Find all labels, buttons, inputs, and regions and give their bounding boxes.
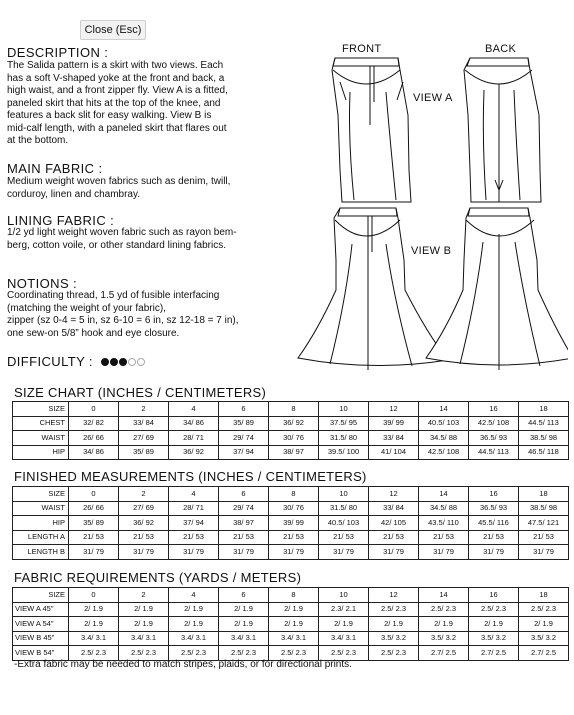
- table-row: [13, 445, 569, 460]
- text-line: high waist, and a front zipper fly. View A is a fitted,: [7, 85, 228, 96]
- table-cell: 31/ 79: [219, 545, 269, 560]
- table-cell: 18: [519, 588, 569, 603]
- table-cell: 2: [119, 487, 169, 502]
- table-cell: 8: [269, 588, 319, 603]
- notions-title: NOTIONS :: [7, 276, 78, 291]
- table-cell: 21/ 53: [119, 530, 169, 545]
- text-line: 1/2 yd light weight woven fabric such as rayon bem-: [7, 227, 237, 238]
- table-cell: 4: [169, 588, 219, 603]
- table-cell: 35/ 89: [69, 516, 119, 531]
- row-label: SIZE: [13, 588, 69, 603]
- table-cell: 4: [169, 402, 219, 417]
- table-cell: 3.5/ 3.2: [419, 631, 469, 646]
- table-cell: 42.5/ 108: [419, 445, 469, 460]
- filled-dot-icon: [119, 358, 127, 366]
- table-cell: 3.4/ 3.1: [219, 631, 269, 646]
- table-cell: 16: [469, 487, 519, 502]
- text-line: Medium weight woven fabrics such as denim, twill,: [7, 176, 231, 187]
- table-row: [13, 431, 569, 446]
- table-cell: 37.5/ 95: [319, 416, 369, 431]
- table-cell: 2.5/ 2.3: [69, 646, 119, 661]
- table-cell: 21/ 53: [419, 530, 469, 545]
- fabric-requirements-title: FABRIC REQUIREMENTS (YARDS / METERS): [14, 570, 302, 585]
- table-cell: 42.5/ 108: [469, 416, 519, 431]
- table-cell: 2/ 1.9: [519, 617, 569, 632]
- table-row: [13, 545, 569, 560]
- view-a-front-illustration: [332, 58, 411, 202]
- table-cell: 2/ 1.9: [119, 602, 169, 617]
- table-cell: 38.5/ 98: [519, 501, 569, 516]
- table-row: [13, 501, 569, 516]
- table-cell: 46.5/ 118: [519, 445, 569, 460]
- table-cell: 21/ 53: [69, 530, 119, 545]
- table-cell: 2.5/ 2.3: [519, 602, 569, 617]
- front-label: FRONT: [342, 43, 382, 55]
- table-cell: 2.5/ 2.3: [369, 646, 419, 661]
- finished-measurements-table: [12, 486, 569, 560]
- table-cell: 21/ 53: [219, 530, 269, 545]
- table-cell: 14: [419, 487, 469, 502]
- row-label: VIEW B 54": [13, 646, 69, 661]
- fabric-requirements-table: [12, 587, 569, 661]
- table-cell: 16: [469, 402, 519, 417]
- description-title: DESCRIPTION :: [7, 45, 109, 60]
- text-line: paneled skirt that hits at the top of the knee, and: [7, 97, 221, 109]
- table-cell: 31/ 79: [269, 545, 319, 560]
- table-cell: 2: [119, 588, 169, 603]
- table-cell: 29/ 74: [219, 501, 269, 516]
- text-line: has a soft V-shaped yoke at the front and back, a: [7, 72, 225, 84]
- table-cell: 36.5/ 93: [469, 501, 519, 516]
- text-line: one sew-on 5/8” hook and eye closure.: [7, 327, 180, 339]
- table-cell: 2.5/ 2.3: [119, 646, 169, 661]
- table-cell: 44.5/ 113: [519, 416, 569, 431]
- view-b-label: VIEW B: [411, 245, 452, 257]
- table-header-row: [13, 402, 569, 417]
- table-cell: 2/ 1.9: [269, 617, 319, 632]
- lining-fabric-text: [7, 227, 237, 252]
- table-row: [13, 631, 569, 646]
- table-cell: 35/ 89: [219, 416, 269, 431]
- table-cell: 2.5/ 2.3: [219, 646, 269, 661]
- table-cell: 3.5/ 3.2: [369, 631, 419, 646]
- table-cell: 31.5/ 80: [319, 501, 369, 516]
- table-cell: 39.5/ 100: [319, 445, 369, 460]
- table-cell: 30/ 76: [269, 501, 319, 516]
- table-cell: 31/ 79: [69, 545, 119, 560]
- table-cell: 36/ 92: [269, 416, 319, 431]
- table-cell: 10: [319, 588, 369, 603]
- table-cell: 45.5/ 116: [469, 516, 519, 531]
- table-cell: 39/ 99: [269, 516, 319, 531]
- table-cell: 21/ 53: [319, 530, 369, 545]
- table-cell: 3.4/ 3.1: [169, 631, 219, 646]
- extra-fabric-note: -Extra fabric may be needed to match stripes, plaids, or for directional prints.: [14, 659, 352, 670]
- text-line: (matching the weight of your fabric),: [7, 302, 166, 314]
- table-cell: 27/ 69: [119, 501, 169, 516]
- table-cell: 2.5/ 2.3: [469, 602, 519, 617]
- back-label: BACK: [485, 43, 517, 55]
- table-cell: 12: [369, 402, 419, 417]
- difficulty-label: DIFFICULTY :: [7, 354, 93, 369]
- table-cell: 2.3/ 2.1: [319, 602, 369, 617]
- table-cell: 0: [69, 487, 119, 502]
- lining-fabric-title: LINING FABRIC :: [7, 213, 115, 228]
- table-cell: 33/ 84: [369, 501, 419, 516]
- table-cell: 2.7/ 2.5: [469, 646, 519, 661]
- table-row: [13, 416, 569, 431]
- table-cell: 34/ 86: [69, 445, 119, 460]
- table-cell: 6: [219, 487, 269, 502]
- table-cell: 40.5/ 103: [319, 516, 369, 531]
- table-cell: 34.5/ 88: [419, 431, 469, 446]
- table-cell: 10: [319, 487, 369, 502]
- table-cell: 44.5/ 113: [469, 445, 519, 460]
- table-cell: 2.5/ 2.3: [369, 602, 419, 617]
- text-line: Coordinating thread, 1.5 yd of fusible interfacing: [7, 290, 220, 301]
- text-line: zipper (sz 0-4 = 5 in, sz 6-10 = 6 in, sz 12-18 = 7 in),: [7, 315, 239, 326]
- empty-dot-icon: [137, 358, 145, 366]
- table-cell: 21/ 53: [519, 530, 569, 545]
- table-cell: 43.5/ 110: [419, 516, 469, 531]
- table-cell: 10: [319, 402, 369, 417]
- table-header-row: [13, 588, 569, 603]
- table-cell: 27/ 69: [119, 431, 169, 446]
- table-cell: 31/ 79: [369, 545, 419, 560]
- table-cell: 2/ 1.9: [469, 617, 519, 632]
- empty-dot-icon: [128, 358, 136, 366]
- description-text: [7, 60, 228, 148]
- row-label: HIP: [13, 516, 69, 531]
- table-cell: 39/ 99: [369, 416, 419, 431]
- table-cell: 6: [219, 402, 269, 417]
- table-cell: 6: [219, 588, 269, 603]
- table-cell: 34.5/ 88: [419, 501, 469, 516]
- table-cell: 3.4/ 3.1: [319, 631, 369, 646]
- table-cell: 2/ 1.9: [269, 602, 319, 617]
- view-a-label: VIEW A: [413, 92, 453, 104]
- table-cell: 29/ 74: [219, 431, 269, 446]
- row-label: LENGTH B: [13, 545, 69, 560]
- row-label: LENGTH A: [13, 530, 69, 545]
- table-cell: 36/ 92: [169, 445, 219, 460]
- table-cell: 30/ 76: [269, 431, 319, 446]
- table-cell: 31/ 79: [319, 545, 369, 560]
- table-cell: 18: [519, 487, 569, 502]
- table-cell: 3.4/ 3.1: [119, 631, 169, 646]
- row-label: VIEW B 45": [13, 631, 69, 646]
- view-a-back-illustration: [464, 58, 541, 202]
- table-cell: 2/ 1.9: [119, 617, 169, 632]
- table-cell: 2/ 1.9: [369, 617, 419, 632]
- table-row: [13, 602, 569, 617]
- table-cell: 3.4/ 3.1: [269, 631, 319, 646]
- table-cell: 18: [519, 402, 569, 417]
- table-cell: 3.5/ 3.2: [519, 631, 569, 646]
- table-cell: 12: [369, 487, 419, 502]
- table-cell: 31/ 79: [469, 545, 519, 560]
- table-cell: 47.5/ 121: [519, 516, 569, 531]
- skirt-illustrations: [288, 40, 568, 370]
- filled-dot-icon: [110, 358, 118, 366]
- table-cell: 31.5/ 80: [319, 431, 369, 446]
- table-cell: 2.7/ 2.5: [519, 646, 569, 661]
- close-button[interactable]: Close (Esc): [80, 20, 146, 40]
- table-row: [13, 516, 569, 531]
- table-cell: 36.5/ 93: [469, 431, 519, 446]
- table-cell: 2/ 1.9: [169, 602, 219, 617]
- table-cell: 34/ 86: [169, 416, 219, 431]
- table-cell: 41/ 104: [369, 445, 419, 460]
- table-row: [13, 530, 569, 545]
- table-row: [13, 646, 569, 661]
- table-cell: 26/ 66: [69, 431, 119, 446]
- table-cell: 21/ 53: [269, 530, 319, 545]
- main-fabric-text: [7, 176, 230, 201]
- table-cell: 12: [369, 588, 419, 603]
- text-line: berg, cotton voile, or other standard lining fabrics.: [7, 239, 227, 251]
- table-cell: 32/ 82: [69, 416, 119, 431]
- table-cell: 2: [119, 402, 169, 417]
- text-line: features a back slit for easy walking. View B is: [7, 110, 212, 121]
- table-cell: 21/ 53: [169, 530, 219, 545]
- table-cell: 2/ 1.9: [69, 602, 119, 617]
- table-cell: 0: [69, 588, 119, 603]
- table-cell: 8: [269, 402, 319, 417]
- table-cell: 3.4/ 3.1: [69, 631, 119, 646]
- table-cell: 2.5/ 2.3: [419, 602, 469, 617]
- table-cell: 28/ 71: [169, 431, 219, 446]
- row-label: VIEW A 54": [13, 617, 69, 632]
- text-line: The Salida pattern is a skirt with two views. Each: [7, 60, 224, 71]
- table-cell: 37/ 94: [219, 445, 269, 460]
- table-cell: 38/ 97: [269, 445, 319, 460]
- table-cell: 33/ 84: [119, 416, 169, 431]
- row-label: VIEW A 45": [13, 602, 69, 617]
- size-chart-table: [12, 401, 569, 460]
- table-cell: 2.5/ 2.3: [319, 646, 369, 661]
- table-cell: 31/ 79: [519, 545, 569, 560]
- table-cell: 2.7/ 2.5: [419, 646, 469, 661]
- table-cell: 26/ 66: [69, 501, 119, 516]
- table-cell: 3.5/ 3.2: [469, 631, 519, 646]
- table-cell: 31/ 79: [169, 545, 219, 560]
- row-label: WAIST: [13, 501, 69, 516]
- table-cell: 2.5/ 2.3: [169, 646, 219, 661]
- text-line: corduroy, linen and chambray.: [7, 188, 141, 200]
- table-cell: 2.5/ 2.3: [269, 646, 319, 661]
- table-cell: 21/ 53: [469, 530, 519, 545]
- table-cell: 2/ 1.9: [69, 617, 119, 632]
- filled-dot-icon: [101, 358, 109, 366]
- table-cell: 2/ 1.9: [169, 617, 219, 632]
- table-row: [13, 617, 569, 632]
- table-cell: 2/ 1.9: [219, 602, 269, 617]
- table-header-row: [13, 487, 569, 502]
- table-cell: 33/ 84: [369, 431, 419, 446]
- table-cell: 0: [69, 402, 119, 417]
- table-cell: 38/ 97: [219, 516, 269, 531]
- text-line: mid-calf length, with a paneled skirt that flares out: [7, 122, 227, 134]
- table-cell: 37/ 94: [169, 516, 219, 531]
- table-cell: 35/ 89: [119, 445, 169, 460]
- row-label: SIZE: [13, 402, 69, 417]
- main-fabric-title: MAIN FABRIC :: [7, 161, 103, 176]
- table-cell: 40.5/ 103: [419, 416, 469, 431]
- finished-measurements-title: FINISHED MEASUREMENTS (INCHES / CENTIMETERS): [14, 469, 367, 484]
- table-cell: 21/ 53: [369, 530, 419, 545]
- difficulty-rating: [101, 358, 145, 366]
- table-cell: 14: [419, 588, 469, 603]
- difficulty: [7, 354, 145, 369]
- table-cell: 31/ 79: [119, 545, 169, 560]
- table-cell: 42/ 105: [369, 516, 419, 531]
- table-cell: 2/ 1.9: [219, 617, 269, 632]
- size-chart-title: SIZE CHART (INCHES / CENTIMETERS): [14, 385, 267, 400]
- table-cell: 2/ 1.9: [319, 617, 369, 632]
- row-label: HIP: [13, 445, 69, 460]
- table-cell: 28/ 71: [169, 501, 219, 516]
- row-label: SIZE: [13, 487, 69, 502]
- table-cell: 16: [469, 588, 519, 603]
- table-cell: 31/ 79: [419, 545, 469, 560]
- row-label: CHEST: [13, 416, 69, 431]
- row-label: WAIST: [13, 431, 69, 446]
- table-cell: 4: [169, 487, 219, 502]
- table-cell: 8: [269, 487, 319, 502]
- table-cell: 14: [419, 402, 469, 417]
- text-line: at the bottom.: [7, 135, 69, 146]
- view-b-front-illustration: [298, 208, 448, 370]
- table-cell: 36/ 92: [119, 516, 169, 531]
- view-b-back-illustration: [426, 208, 568, 370]
- notions-text: [7, 290, 239, 340]
- table-cell: 2/ 1.9: [419, 617, 469, 632]
- table-cell: 38.5/ 98: [519, 431, 569, 446]
